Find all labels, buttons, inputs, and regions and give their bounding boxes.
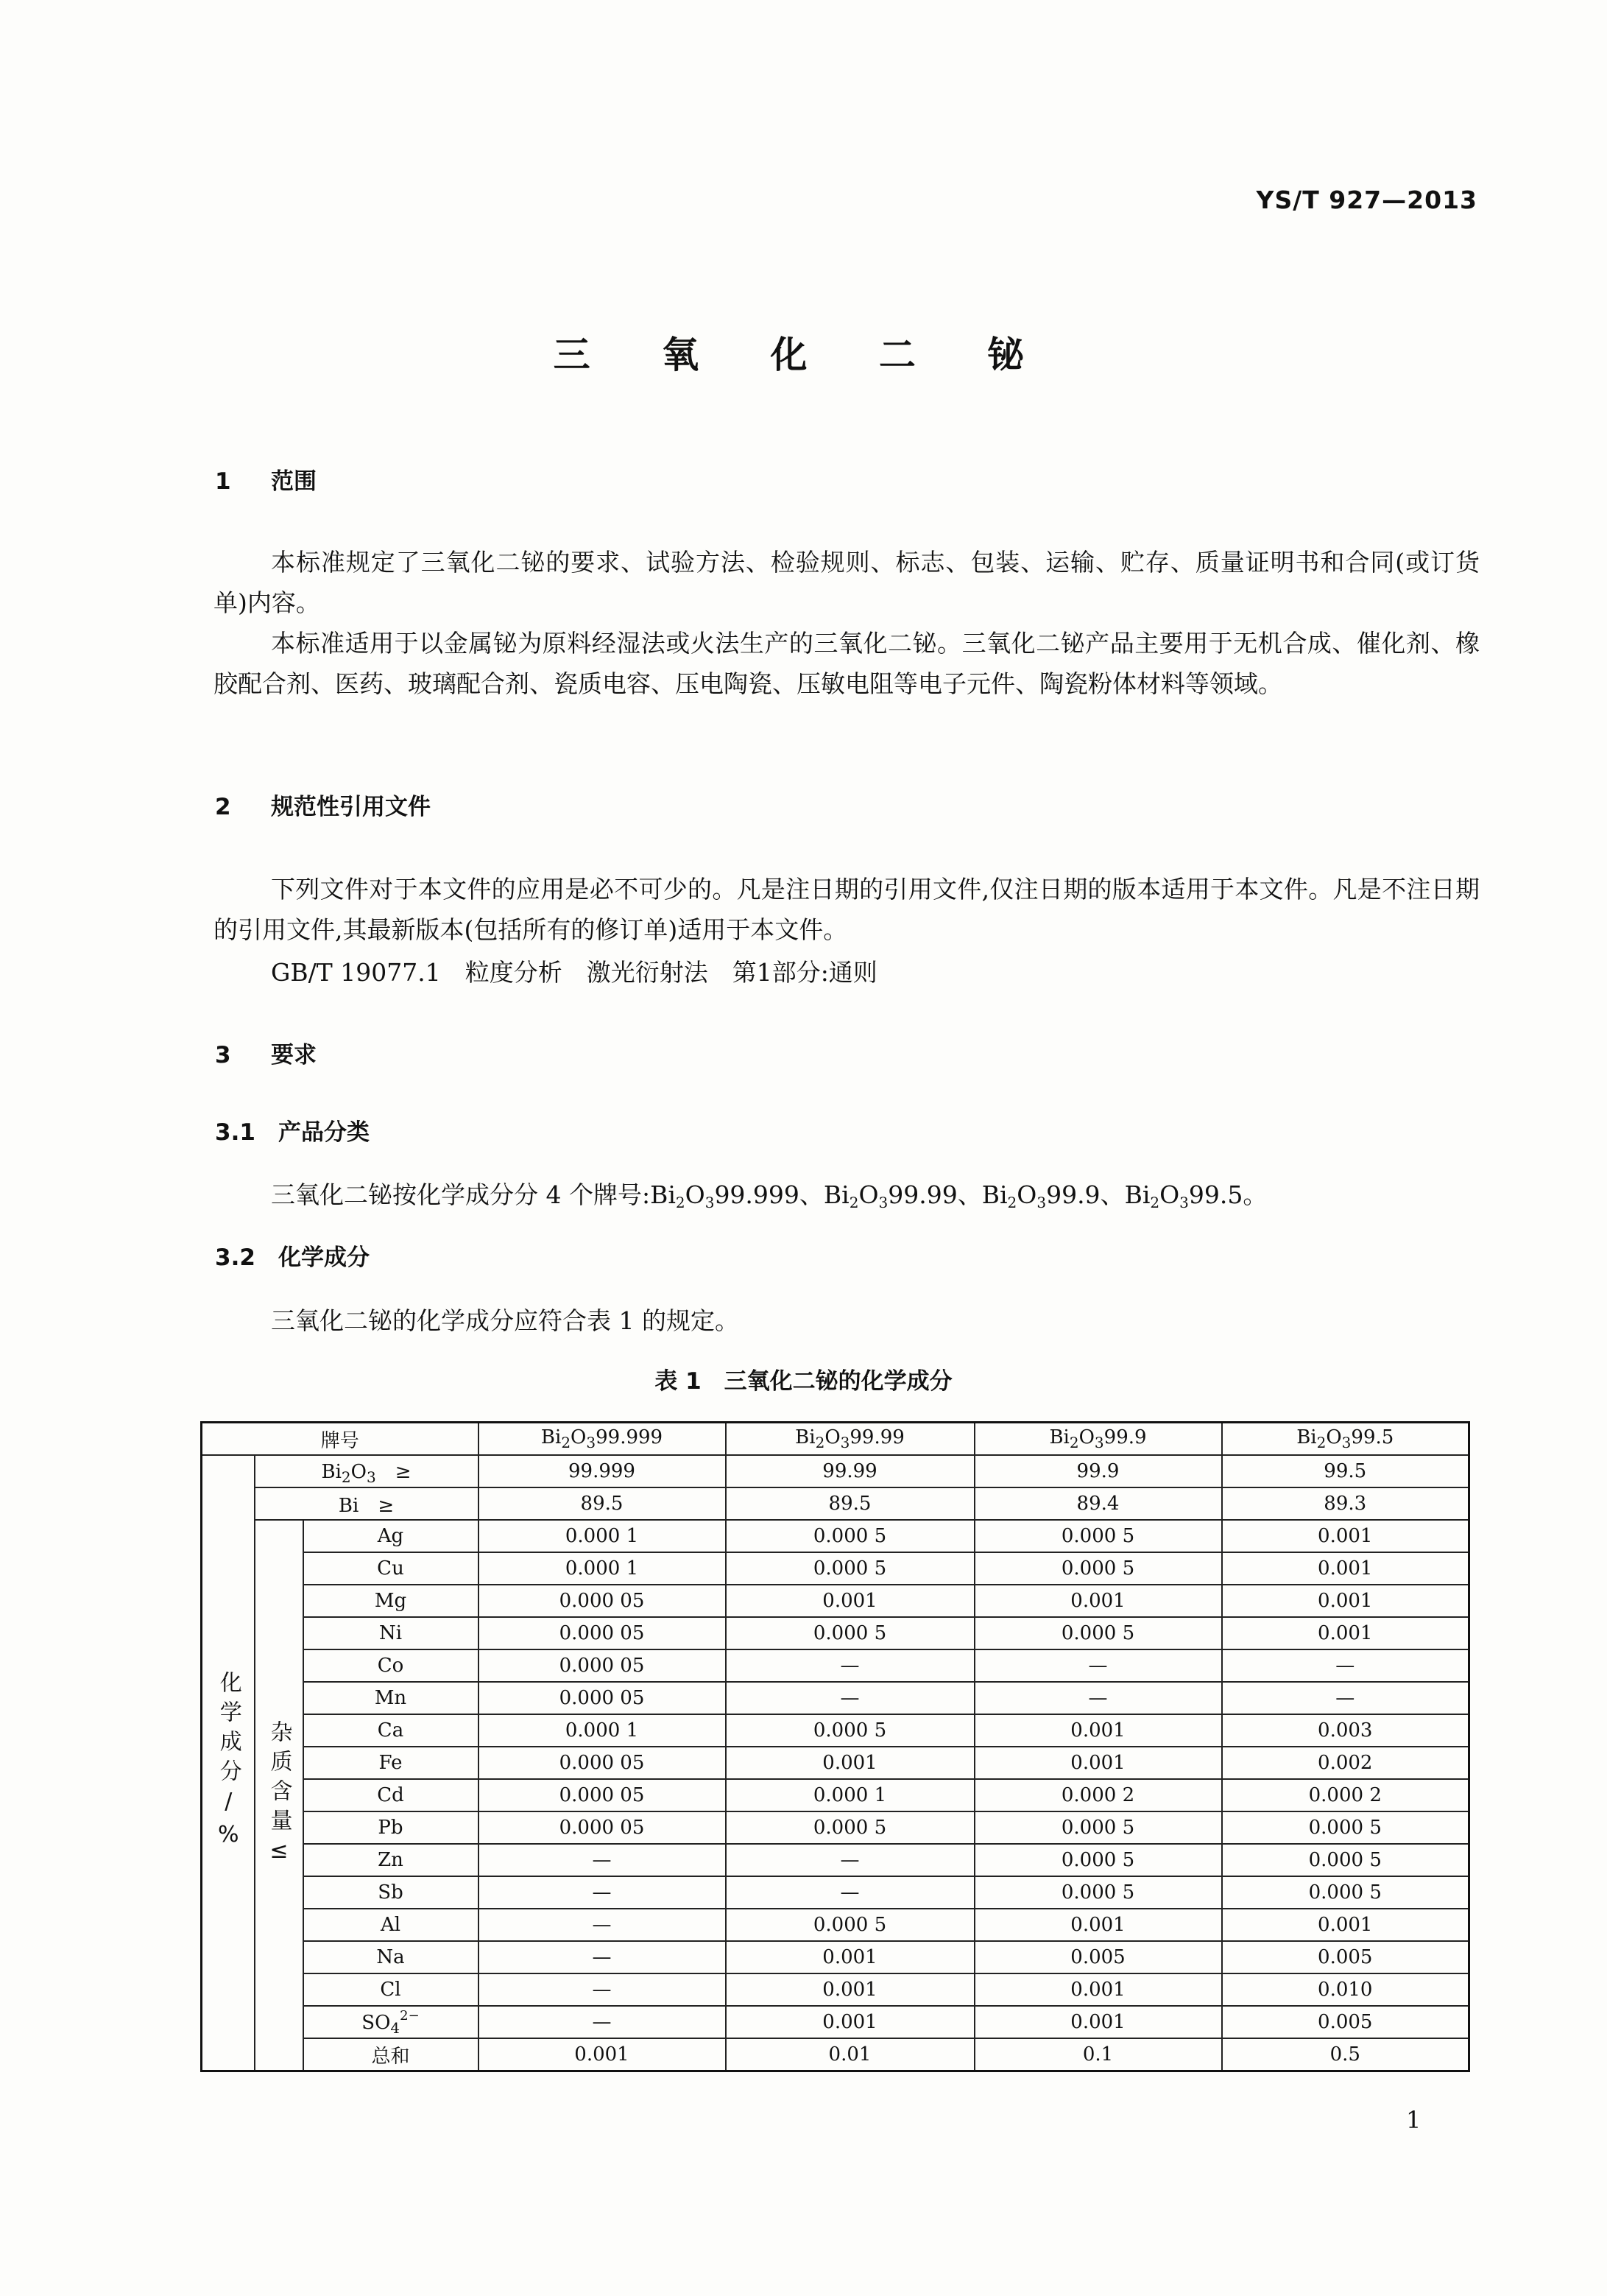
table-cell: 0.000 5 [975, 1617, 1222, 1649]
impurity-element-label: Cd [303, 1779, 478, 1811]
table-cell: 0.000 5 [975, 1811, 1222, 1844]
table-cell: 0.002 [1222, 1747, 1469, 1779]
table-cell: 0.001 [478, 2038, 726, 2071]
impurity-element-label: $SO_4^{2-}$ [303, 2006, 478, 2038]
table-cell: 0.01 [726, 2038, 975, 2071]
grades-paragraph [271, 1176, 1267, 1211]
impurity-row [202, 1520, 1469, 1552]
total-label: 总和 [303, 2038, 478, 2071]
grade-header: $Bi_2O_399.9$ [975, 1423, 1222, 1456]
section-2-paragraph-1: 下列文件对于本文件的应用是必不可少的。凡是注日期的引用文件,仅注日期的版本适用于本文件。凡是不注日期的引用文件,其最新版本(包括所有的修订单)适用于本文件。 [213, 875, 1480, 944]
table-cell: 0.001 [1222, 1585, 1469, 1617]
table-cell: 99.5 [1222, 1455, 1469, 1487]
table-cell: 0.005 [1222, 1941, 1469, 1973]
table-cell: — [478, 2006, 726, 2038]
table-cell: — [478, 1876, 726, 1909]
table-cell: 0.000 5 [726, 1714, 975, 1747]
impurity-row [202, 1714, 1469, 1747]
table-cell: 0.001 [726, 2006, 975, 2038]
table-cell: — [478, 1973, 726, 2006]
table-cell: 89.5 [478, 1487, 726, 1520]
impurity-element-label: Fe [303, 1747, 478, 1779]
table-cell: 0.001 [1222, 1909, 1469, 1941]
impurity-element-label: Pb [303, 1811, 478, 1844]
section-number: 3.2 [215, 1244, 255, 1271]
table-cell: 0.000 5 [1222, 1876, 1469, 1909]
table-cell: 0.001 [975, 1973, 1222, 2006]
table-cell: 99.99 [726, 1455, 975, 1487]
section-2-heading [215, 788, 431, 821]
impurity-element-label: Sb [303, 1876, 478, 1909]
section-number: 3.1 [215, 1119, 255, 1146]
section-3-2-paragraph: 三氧化二铋的化学成分应符合表 1 的规定。 [271, 1306, 739, 1335]
table-cell: 0.001 [1222, 1617, 1469, 1649]
section-1-paragraph-1: 本标准规定了三氧化二铋的要求、试验方法、检验规则、标志、包装、运输、贮存、质量证明书和合同(或订货单)内容。 [213, 548, 1480, 617]
table-cell: 0.001 [975, 2006, 1222, 2038]
impurity-row [202, 1844, 1469, 1876]
side-label-impurity-content: 杂质含量≤ [255, 1520, 303, 2071]
table-cell: 0.000 5 [726, 1552, 975, 1585]
chemical-composition-table [200, 1421, 1470, 2072]
table-cell: 0.001 [726, 1585, 975, 1617]
table-cell: — [1222, 1649, 1469, 1682]
impurity-row [202, 1552, 1469, 1585]
side-label-chemical-composition: 化学成分/% [202, 1455, 255, 2071]
impurity-element-label: Ca [303, 1714, 478, 1747]
impurity-row [202, 1585, 1469, 1617]
table-cell: 0.000 5 [726, 1520, 975, 1552]
table-cell: — [975, 1682, 1222, 1714]
grade-header: $Bi_2O_399.999$ [478, 1423, 726, 1456]
table-cell: 0.000 05 [478, 1682, 726, 1714]
table-cell: — [726, 1649, 975, 1682]
table-cell: 0.005 [1222, 2006, 1469, 2038]
table-cell: 0.000 5 [726, 1909, 975, 1941]
table-cell: 0.000 1 [726, 1779, 975, 1811]
normative-reference: GB/T 19077.1 粒度分析 激光衍射法 第1部分:通则 [271, 958, 877, 987]
table-cell: 0.000 1 [478, 1520, 726, 1552]
section-title: 产品分类 [278, 1119, 370, 1146]
impurity-row [202, 1617, 1469, 1649]
table-cell: 99.9 [975, 1455, 1222, 1487]
table-caption: 表 1 三氧化二铋的化学成分 [654, 1368, 953, 1395]
table-cell: 0.000 5 [975, 1552, 1222, 1585]
table-cell: 89.5 [726, 1487, 975, 1520]
table-cell: 0.001 [975, 1585, 1222, 1617]
section-title: 化学成分 [278, 1244, 370, 1271]
table-row [202, 1487, 1469, 1520]
table-header-row [202, 1423, 1469, 1456]
impurity-row [202, 2006, 1469, 2038]
table-cell: — [726, 1844, 975, 1876]
document-title: 三 氧 化 二 铋 [553, 334, 1054, 376]
impurity-row [202, 1649, 1469, 1682]
impurity-row [202, 1779, 1469, 1811]
table-cell: — [478, 1909, 726, 1941]
impurity-element-label: Na [303, 1941, 478, 1973]
section-number: 3 [215, 1042, 231, 1068]
table-cell: 0.000 05 [478, 1747, 726, 1779]
grades-prefix: 三氧化二铋按化学成分分 4 个牌号: [271, 1180, 651, 1209]
section-title: 范围 [271, 468, 317, 495]
table-cell: 0.001 [726, 1747, 975, 1779]
section-title: 规范性引用文件 [271, 794, 431, 820]
impurity-element-label: Zn [303, 1844, 478, 1876]
grade-header: $Bi_2O_399.5$ [1222, 1423, 1469, 1456]
table-cell: 0.000 5 [726, 1811, 975, 1844]
table-cell: 0.000 05 [478, 1779, 726, 1811]
table-cell: 0.000 05 [478, 1617, 726, 1649]
table-cell: 0.000 05 [478, 1811, 726, 1844]
table-cell: 0.000 1 [478, 1714, 726, 1747]
impurity-element-label: Co [303, 1649, 478, 1682]
table-cell: 0.000 5 [1222, 1811, 1469, 1844]
table-cell: — [1222, 1682, 1469, 1714]
table-cell: 0.000 05 [478, 1585, 726, 1617]
standard-code: YS/T 927—2013 [1256, 186, 1477, 214]
section-title: 要求 [271, 1042, 317, 1068]
table-cell: 0.5 [1222, 2038, 1469, 2071]
table-cell: — [478, 1844, 726, 1876]
grade-header-label: 牌号 [202, 1423, 478, 1456]
section-1-heading [215, 462, 317, 496]
table-cell: 0.000 5 [975, 1876, 1222, 1909]
table-cell: 89.3 [1222, 1487, 1469, 1520]
impurity-element-label: Cl [303, 1973, 478, 2006]
total-row [202, 2038, 1469, 2071]
impurity-row [202, 1876, 1469, 1909]
table-cell: 0.000 5 [975, 1520, 1222, 1552]
section-1-paragraph-2: 本标准适用于以金属铋为原料经湿法或火法生产的三氧化二铋。三氧化二铋产品主要用于无机合成、催化剂、橡胶配合剂、医药、玻璃配合剂、瓷质电容、压电陶瓷、压敏电阻等电子元件、陶瓷粉体材料等领域。 [213, 629, 1480, 698]
table-cell: 0.000 05 [478, 1649, 726, 1682]
table-cell: 0.000 5 [726, 1617, 975, 1649]
section-3-2-heading [215, 1239, 370, 1272]
table-cell: — [975, 1649, 1222, 1682]
table-cell: 0.000 5 [975, 1844, 1222, 1876]
table-cell: — [478, 1941, 726, 1973]
impurity-row [202, 1747, 1469, 1779]
table-cell: 99.999 [478, 1455, 726, 1487]
table-cell: 0.1 [975, 2038, 1222, 2071]
grade-header: $Bi_2O_399.99$ [726, 1423, 975, 1456]
section-3-heading [215, 1036, 317, 1069]
table-cell: 0.001 [726, 1941, 975, 1973]
impurity-element-label: Cu [303, 1552, 478, 1585]
impurity-element-label: Ag [303, 1520, 478, 1552]
table-cell: 0.003 [1222, 1714, 1469, 1747]
table-row [202, 1455, 1469, 1487]
table-cell: 0.000 2 [1222, 1779, 1469, 1811]
table-cell: 0.001 [726, 1973, 975, 2006]
section-3-1-heading [215, 1113, 370, 1147]
page-number: 1 [1406, 2106, 1421, 2134]
impurity-element-label: Mn [303, 1682, 478, 1714]
impurity-element-label: Al [303, 1909, 478, 1941]
table-cell: 0.000 5 [1222, 1844, 1469, 1876]
grade-list: $Bi_2O_399.999$、$Bi_2O_399.99$、$Bi_2O_399.9$、$Bi_2O_399.5$。 [650, 1180, 1268, 1211]
impurity-element-label: Mg [303, 1585, 478, 1617]
table-cell: 0.000 2 [975, 1779, 1222, 1811]
impurity-row [202, 1909, 1469, 1941]
table-cell: — [726, 1876, 975, 1909]
table-cell: 0.001 [975, 1714, 1222, 1747]
table-cell: 89.4 [975, 1487, 1222, 1520]
impurity-row [202, 1973, 1469, 2006]
table-cell: 0.001 [1222, 1552, 1469, 1585]
impurity-element-label: Ni [303, 1617, 478, 1649]
table-cell: 0.005 [975, 1941, 1222, 1973]
table-cell: — [726, 1682, 975, 1714]
row-label-bi2o3: $Bi_2O_3$ ≥ [255, 1455, 478, 1487]
table-cell: 0.001 [975, 1909, 1222, 1941]
impurity-row [202, 1682, 1469, 1714]
table-cell: 0.000 1 [478, 1552, 726, 1585]
impurity-row [202, 1941, 1469, 1973]
section-number: 1 [215, 468, 231, 495]
table-cell: 0.010 [1222, 1973, 1469, 2006]
table-cell: 0.001 [975, 1747, 1222, 1779]
table-cell: 0.001 [1222, 1520, 1469, 1552]
section-number: 2 [215, 794, 231, 820]
row-label-bi: Bi ≥ [255, 1487, 478, 1520]
impurity-row [202, 1811, 1469, 1844]
